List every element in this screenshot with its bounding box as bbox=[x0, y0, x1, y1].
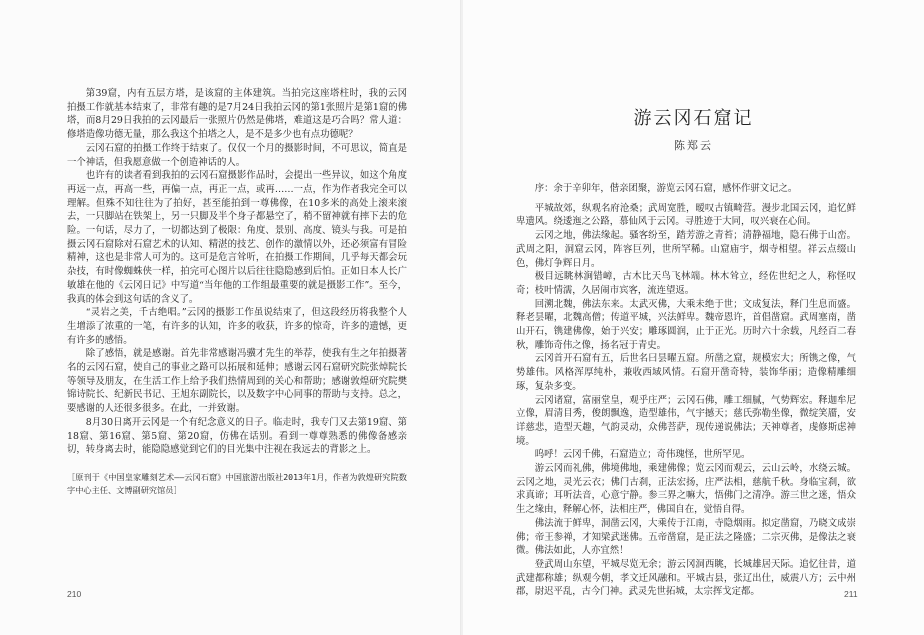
paragraph: 佛法流于鲜卑，洞凿云冈，大乘传于江南，寺隐烟雨。拟定凿窟，乃晓文成崇佛；帝王参禅，才知梁武迷佛。五帝凿窟，是正法之隆盛；二宗灭佛，是像法之衰微。佛法如此，人亦宜然！ bbox=[516, 517, 856, 557]
paragraph: 云冈诸窟，富丽堂皇，观乎庄严；云冈石佛，雕工细腻，气势辉宏。释迦牟尼立像，眉清目秀，俊朗飘逸，造型雄伟，气宇撼天；慈氏弥勒坐像，微绽笑靥，安详慈悲，造型天趣，气韵灵动，众佛菩萨，现传递说佛法；天神尊者，虔修斯虑神境。 bbox=[516, 394, 856, 447]
article-title: 游云冈石窟记 bbox=[633, 108, 754, 129]
page-number-right: 211 bbox=[844, 589, 858, 599]
paragraph: 云冈之地，佛法缘起。骚客纷至，踏芳游之青苔；清静福地，隐石佛于山峦。武周之阳，洞窟云冈，阵容巨列，世所罕稀。山窟庙宇，烟寺相望。祥云点缀山色，佛灯争辉日月。 bbox=[516, 230, 856, 269]
paragraph: 云冈首开石窟有五，后世名曰昙曜五窟。所凿之窟，规模宏大；所镌之像，气势雄伟。风格浑厚纯朴，兼收西域风情。石窟开凿奇特，装饰华丽；造像精雕细琢，复杂多变。 bbox=[516, 353, 856, 392]
right-page bbox=[463, 0, 924, 635]
paragraph: 登武周山东望，平城尽览无余；游云冈洞西眺，长城雄居天际。追忆往昔，道武建都称雄；纵观今朝，孝文迁风融和。平城古县，张辽出仕，威震八方；云中州郡，尉迟平乱，古今门神。武灵先世拓城，太宗挥戈定都。 bbox=[516, 558, 856, 598]
page-number-left: 210 bbox=[67, 589, 82, 599]
source-note: ［原刊于《中国皇家雕刻艺术——云冈石窟》中国旅游出版社2013年1月，作者为敦煌研究院数字中心主任、文博副研究馆员］ bbox=[67, 471, 407, 496]
paragraph: 除了感悟，就是感谢。首先非常感谢冯骥才先生的举荐，使我有生之年拍摄著名的云冈石窟，使自己的事业之路可以拓展和延伸；感谢云冈石窟研究院张焯院长等领导及朋友，在生活工作上给予我们热情周到的关心和帮助；感谢敦煌研究院樊锦诗院长、纪新民书记、王旭东副院长，以及数字中心同事的帮助与支持。总之，要感谢的人还很多很多。在此，一并致谢。 bbox=[67, 348, 407, 415]
paragraph: 第39窟，内有五层方塔，是该窟的主体建筑。当拍完这座塔柱时，我的云冈拍摄工作就基本结束了，非常有趣的是7月24日我拍云冈的第1张照片是第1窟的佛塔，而8月29日我拍的云冈最后一张照片仍然是佛塔，难道这是巧合吗？常人道：修塔造像功德无量，那么我这个拍塔之人，是不是多少也有点功德呢？ bbox=[67, 88, 407, 141]
paragraph: 极目远眺林涧错嶂，古木比天鸟飞林端。林木耸立，经佐世纪之人，称怪叹奇；枝叶情濡，久居闹市宾客，流连望返。 bbox=[516, 271, 856, 296]
article-author: 陈郑云 bbox=[674, 139, 713, 152]
paragraph: 游云冈而礼佛，佛境佛地，乘建佛像；览云冈而观云，云山云岭，水绕云城。云冈之地，灵光云衣；佛门古刹，正法宏扬，庄严法相，慈航千秋。身临宝刹，欲求真谛；耳听法音，心意宁静。参三界之嘛大，悟佛门之清净。游三世之迷，悟众生之缘由，释解心怀，法相庄严，佛国自在，觉悟自得。 bbox=[516, 463, 856, 516]
paragraph: 平城故郊，纵观名府沧桑；武周宽胜，暧叹古镇畸营。漫步北国云冈，追忆鲜卑遗风。绕逶迤之公路，慕仙风于云冈。寻胜迹于大同，叹兴衰在心间。 bbox=[516, 202, 856, 228]
paragraph: 8月30日离开云冈是一个有纪念意义的日子。临走时，我专门又去第19窟、第18窟、第16窟、第5窟、第20窟，仿佛在话别。看到一尊尊熟悉的佛像备感亲切，转身离去时，能隐隐感觉到它们的目光集中注视在我远去的背影之上。 bbox=[67, 416, 407, 456]
paragraph: 也许有的读者看到我拍的云冈石窟摄影作品时，会提出一些异议，如这个角度再远一点，再高一些，再偏一点，再正一点，或再……一点，作为作者我完全可以理解。但殊不知往往为了拍好，甚至能拍到一尊佛像，在10多米的高处上滚来滚去，一只脚站在铁架上，另一只脚及半个身子都悬空了，稍不留神就有摔下去的危险。一句话，尽力了，一切都达到了极限：角度、景别、高度、镜头与我。可是拍摄云冈石窟除对石窟艺术的认知、精湛的技艺、创作的激情以外，还必须富有冒险精神，这也是非常人可为的。这可是危言耸听，在拍摄工作期间，几乎每天都会玩杂技，有时像蜘蛛侠一样，拍完可心图片以后往往隐隐感到后怕。正如日本人长广敏雄在他的《云冈日记》中写道“当年他的工作组最重要的就是摄影工作”。至今，我真的体会到这句话的含义了。 bbox=[67, 170, 407, 305]
paragraph: 呜呼！云冈千佛，石窟造立；奇伟瑰怪，世所罕见。 bbox=[534, 449, 751, 461]
left-page-body bbox=[67, 87, 407, 498]
paragraph: 云冈石窟的拍摄工作终于结束了。仅仅一个月的摄影时间，不可思议，简直是一个神话，但我愿意做一个创造神话的人。 bbox=[67, 142, 407, 168]
right-page-body bbox=[516, 182, 856, 599]
left-page bbox=[0, 0, 461, 635]
preface: 序：余于辛卯年，偕亲团聚，游览云冈石窟，感怀作骈文记之。 bbox=[534, 183, 798, 194]
paragraph: 回溯北魏，佛法东来。太武灭佛，大乘未绝于世；文成复法，释门生息而盛。释老昙曜，北魏高僧；传道平城，兴法鲜卑。魏帝恩许，首倡凿窟。武周塞南，凿山开石，镌建佛像，始于兴安；雕琢圆润，止于正光。历时六十余载，凡经百二春秋，雕饰奇伟之像，扬名冠于青史。 bbox=[516, 298, 856, 351]
paragraph: “灵岩之美，千古绝唱。”云冈的摄影工作虽说结束了，但这段经历将我整个人生增添了浓重的一笔，有许多的认知，许多的收获，许多的惊奇，许多的遗憾，更有许多的感悟。 bbox=[67, 307, 407, 346]
